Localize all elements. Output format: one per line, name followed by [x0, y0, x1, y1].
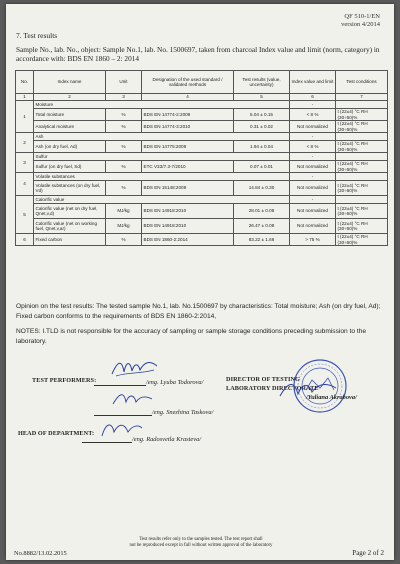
table-header-row [16, 71, 388, 94]
limit: Not normalized [290, 121, 336, 133]
head-of-department-label: HEAD OF DEPARTMENT: [18, 430, 95, 437]
director-label-line-2: LABORATORY DIRECTORATE [226, 385, 319, 392]
index-name: Analytical moisture [34, 121, 106, 133]
conditions: t (22±4) °C RH (30÷60)% [336, 204, 388, 219]
form-code [341, 13, 380, 29]
col-number: 5 [234, 94, 290, 101]
method: BDS EN 1860-2:2014 [142, 234, 234, 246]
row-number: 6 [16, 234, 34, 246]
signature-taskova [110, 390, 154, 410]
row-number: 5 [16, 196, 34, 234]
group-name: Moisture [34, 101, 290, 109]
col-number: 2 [34, 94, 106, 101]
limit: > 75 % [290, 234, 336, 246]
table-row-fixed-carbon [16, 234, 388, 246]
group-name: Ash [34, 133, 290, 141]
notes-text: NOTES: I.TLD is not responsible for the accuracy of sampling or sample storage conditions preceding submission to the laboratory. [16, 328, 367, 345]
conditions: t (22±4) °C RH (30÷60)% [336, 121, 388, 133]
result: 0.07 ± 0.01 [234, 161, 290, 173]
director-name: /Yuliana Akrabova/ [306, 394, 357, 401]
index-name: Volatile substances (on dry fuel, Vd) [34, 181, 106, 196]
col-number: 4 [142, 94, 234, 101]
method: BDS EN 14775:2009 [142, 141, 234, 153]
col-header-no: No. [16, 71, 34, 94]
page-number: Page 2 of 2 [352, 549, 384, 557]
unit: % [106, 161, 142, 173]
group-row-moisture [16, 101, 388, 109]
unit: MJ/kg [106, 219, 142, 234]
method: BDS EN 14918:2010 [142, 219, 234, 234]
opinion-text: Opinion on the test results: The tested sample No.1, lab. No.1500697 by characteristics: Total moisture; Ash (on dry fuel, Ad); Fixed carbon conforms to the requirements of BDS EN 1860-2:2014, [16, 303, 381, 320]
index-name: Calorific value (net on working fuel, Qnet,v,ar) [34, 219, 106, 234]
table-row [16, 181, 388, 196]
col-header-method: Designation of the used standard / validated methods [142, 71, 234, 94]
conditions: t (22±4) °C RH (30÷60)% [336, 219, 388, 234]
footer-disclaimer-line-1: Test results refer only to the samples tested. The test report shall [139, 537, 263, 542]
conditions: t (22±4) °C RH (30÷60)% [336, 141, 388, 153]
unit: % [106, 234, 142, 246]
footer-disclaimer [76, 537, 326, 549]
unit: % [106, 141, 142, 153]
limit: < 8 % [290, 109, 336, 121]
method: BDS EN 14774-2:2009 [142, 109, 234, 121]
limit: Not normalized [290, 219, 336, 234]
group-name: Calorific value [34, 196, 290, 204]
limit: Not normalized [290, 204, 336, 219]
signature-line [82, 442, 132, 443]
method: ETC V3З/7.3-7/2010 [142, 161, 234, 173]
row-number: 4 [16, 173, 34, 196]
col-header-conditions: Test conditions [336, 71, 388, 94]
signature-line [94, 385, 146, 386]
result: 0.31 ± 0.02 [234, 121, 290, 133]
col-header-unit: Unit [106, 71, 142, 94]
unit: % [106, 181, 142, 196]
result: 83.22 ± 1.66 [234, 234, 290, 246]
limit: Not normalized [290, 161, 336, 173]
unit: % [106, 121, 142, 133]
unit: MJ/kg [106, 204, 142, 219]
conditions: t (22±4) °C RH (30÷60)% [336, 161, 388, 173]
group-name: Sulfur [34, 153, 290, 161]
group-row-ash [16, 133, 388, 141]
index-name: Fixed carbon [34, 234, 106, 246]
document-number: No.8882/13.02.2015 [14, 550, 67, 557]
result: 14.84 ± 0.30 [234, 181, 290, 196]
table-row [16, 161, 388, 173]
conditions: t (22±4) °C RH (30÷60)% [336, 109, 388, 121]
table-row [16, 121, 388, 133]
col-header-limit: Index value and limit [290, 71, 336, 94]
group-limit: - [290, 153, 336, 161]
index-name: Total moisture [34, 109, 106, 121]
row-number: 2 [16, 133, 34, 153]
form-code-number: QF 510-1/EN [344, 13, 380, 20]
limit: Not normalized [290, 181, 336, 196]
conditions: t (22±4) °C RH (30÷60)% [336, 181, 388, 196]
performer-1-name: /eng. Lyuba Todorova/ [146, 379, 204, 386]
index-name: Calorific value (net on dry fuel, Qnet,v,d) [34, 204, 106, 219]
group-limit: - [290, 101, 336, 109]
head-name: /eng. Radosvetla Krasteva/ [132, 436, 202, 443]
table-row [16, 204, 388, 219]
performer-2-name: /eng. Snezhina Taskova/ [152, 409, 214, 416]
group-row-volatile [16, 173, 388, 181]
col-header-result: Test results (value, uncertainty) [234, 71, 290, 94]
table-row [16, 109, 388, 121]
col-number: 3 [106, 94, 142, 101]
footer-disclaimer-line-2: not be reproduced except in full without written approval of the laboratory [129, 543, 273, 548]
signature-line [94, 415, 152, 416]
method: BDS EN 14774-3:2010 [142, 121, 234, 133]
result: 26.47 ± 0.08 [234, 219, 290, 234]
table-row [16, 141, 388, 153]
group-limit: - [290, 173, 336, 181]
signature-todorova [110, 356, 160, 380]
group-limit: - [290, 196, 336, 204]
results-table [15, 70, 388, 246]
column-number-row [16, 94, 388, 101]
section-title: 7. Test results [16, 31, 58, 40]
limit: < 8 % [290, 141, 336, 153]
row-number: 3 [16, 153, 34, 173]
group-name: Volatile substances [34, 173, 290, 181]
form-version: version 4/2014 [341, 21, 380, 28]
test-report-page [6, 4, 394, 560]
conditions: t (22±4) °C RH (30÷60)% [336, 234, 388, 246]
col-number: 7 [336, 94, 388, 101]
index-name: Ash (on dry fuel, Ad) [34, 141, 106, 153]
group-row-sulfur [16, 153, 388, 161]
index-name: Sulfur (on dry fuel, Sd) [34, 161, 106, 173]
col-number: 1 [16, 94, 34, 101]
group-row-calorific [16, 196, 388, 204]
method: BDS EN 15148:2009 [142, 181, 234, 196]
table-row [16, 219, 388, 234]
row-number: 1 [16, 101, 34, 133]
result: 28.01 ± 0.08 [234, 204, 290, 219]
group-limit: - [290, 133, 336, 141]
unit: % [106, 109, 142, 121]
performers-label: TEST PERFORMERS: [32, 377, 97, 384]
col-number: 6 [290, 94, 336, 101]
sample-description: Sample No., lab. No., object: Sample No.1, lab. No. 1500697, taken from charcoal Index value and limit (norm, category) in accordance with: BDS EN 1860 – 2: 2014 [16, 45, 380, 63]
method: BDS EN 14918:2010 [142, 204, 234, 219]
result: 5.04 ± 0.15 [234, 109, 290, 121]
director-label: DIRECTOR OF TESTING [226, 376, 300, 383]
result: 1.94 ± 0.04 [234, 141, 290, 153]
col-header-index-name: Index name [34, 71, 106, 94]
